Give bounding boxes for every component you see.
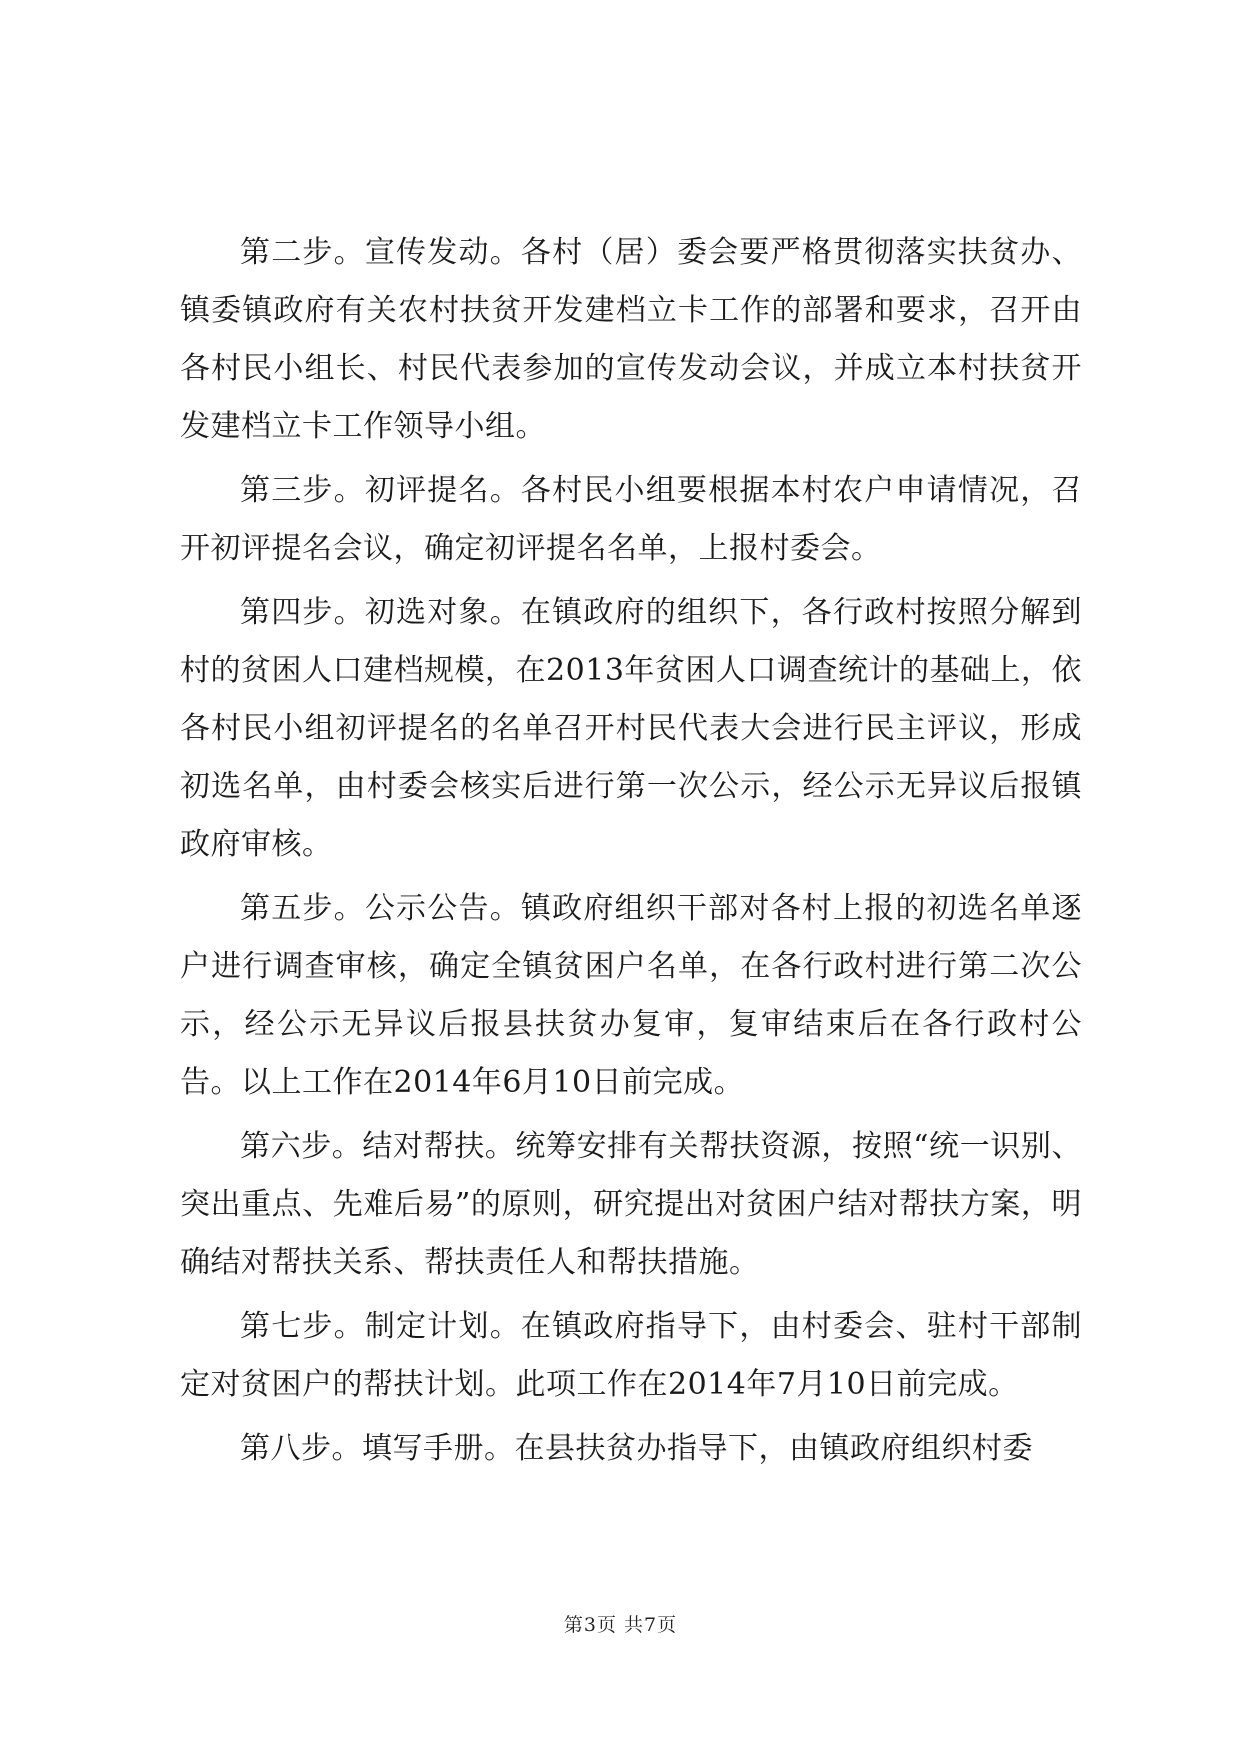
paragraph-step-6: 第六步。结对帮扶。统筹安排有关帮扶资源，按照“统一识别、突出重点、先难后易”的原则，研究提出对贫困户结对帮扶方案，明确结对帮扶关系、帮扶责任人和帮扶措施。 <box>180 1129 1082 1280</box>
page-number-footer: 第3页 共7页 <box>563 1614 678 1636</box>
paragraph-step-5: 第五步。公示公告。镇政府组织干部对各村上报的初选名单逐户进行调查审核，确定全镇贫困户名单，在各行政村进行第二次公示，经公示无异议后报县扶贫办复审，复审结束后在各行政村公告。以上工作在2014年6月10日前完成。 <box>180 891 1082 1100</box>
paragraph-step-2: 第二步。宣传发动。各村（居）委会要严格贯彻落实扶贫办、镇委镇政府有关农村扶贫开发建档立卡工作的部署和要求，召开由各村民小组长、村民代表参加的宣传发动会议，并成立本村扶贫开发建档立卡工作领导小组。 <box>180 235 1082 444</box>
paragraph-step-3: 第三步。初评提名。各村民小组要根据本村农户申请情况，召开初评提名会议，确定初评提名名单，上报村委会。 <box>180 473 1082 566</box>
document-body <box>180 224 1082 1484</box>
paragraph-step-4: 第四步。初选对象。在镇政府的组织下，各行政村按照分解到村的贫困人口建档规模，在2013年贫困人口调查统计的基础上，依各村民小组初评提名的名单召开村民代表大会进行民主评议，形成初选名单，由村委会核实后进行第一次公示，经公示无异议后报镇政府审核。 <box>180 595 1082 862</box>
paragraph-step-8: 第八步。填写手册。在县扶贫办指导下，由镇政府组织村委 <box>240 1431 1033 1466</box>
paragraph-step-7: 第七步。制定计划。在镇政府指导下，由村委会、驻村干部制定对贫困户的帮扶计划。此项工作在2014年7月10日前完成。 <box>180 1309 1082 1402</box>
